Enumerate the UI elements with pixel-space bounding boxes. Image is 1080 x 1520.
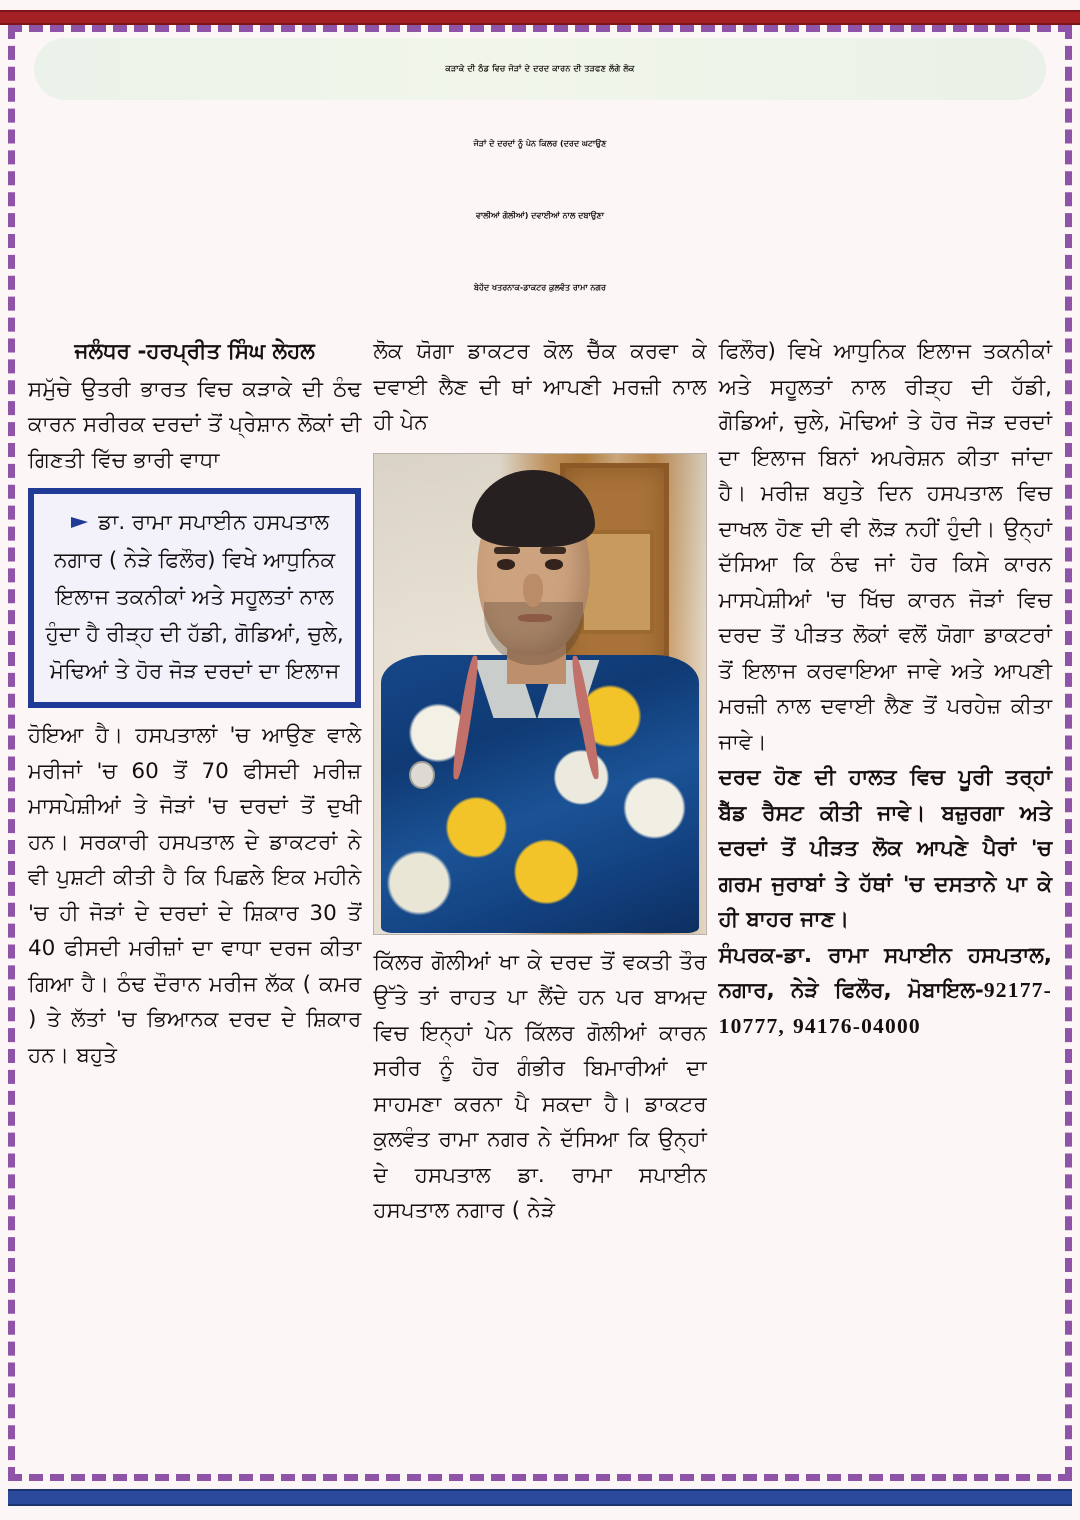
kicker-banner <box>34 38 1046 100</box>
headline-line-3: ਬੇਹੱਦ ਖਤਰਨਾਕ-ਡਾਕਟਰ ਕੁਲਵੰਤ ਰਾਮਾ ਨਗਰ <box>474 283 606 292</box>
mobile-label: ਮੋਬਾਇਲ- <box>908 978 984 1003</box>
bottom-blue-rule <box>8 1489 1072 1506</box>
callout-text-wrap <box>44 504 345 690</box>
col3-paragraph-2-bold: ਦਰਦ ਹੋਣ ਦੀ ਹਾਲਤ ਵਿਚ ਪੂਰੀ ਤਰ੍ਹਾਂ ਬੈੱਡ ਰੈਸਟ ਕੀਤੀ ਜਾਵੇ। ਬਜ਼ੁਰਗਾ ਅਤੇ ਦਰਦਾਂ ਤੋਂ ਪੀੜਤ ਲੋਕ ਆਪਣੇ ਪੈਰਾਂ 'ਚ ਗਰਮ ਜੁਰਾਬਾਂ ਤੇ ਹੱਥਾਂ 'ਚ ਦਸਤਾਨੇ ਪਾ ਕੇ ਹੀ ਬਾਹਰ ਜਾਣ। <box>718 765 1052 932</box>
col3-paragraph-1: ਫਿਲੌਰ) ਵਿਖੇ ਆਧੁਨਿਕ ਇਲਾਜ ਤਕਨੀਕਾਂ ਅਤੇ ਸਹੂਲਤਾਂ ਨਾਲ ਰੀੜ੍ਹ ਦੀ ਹੱਡੀ, ਗੋਡਿਆਂ, ਚੁਲੇ, ਮੋਢਿਆਂ ਤੇ ਹੋਰ ਜੋੜ ਦਰਦਾਂ ਦਾ ਇਲਾਜ ਬਿਨਾਂ ਅਪਰੇਸ਼ਨ ਕੀਤਾ ਜਾਂਦਾ ਹੈ। ਮਰੀਜ਼ ਬਹੁਤੇ ਦਿਨ ਹਸਪਤਾਲ ਵਿਚ ਦਾਖਲ ਹੋਣ ਦੀ ਵੀ ਲੋੜ ਨਹੀਂ ਹੁੰਦੀ। ਉਨ੍ਹਾਂ ਦੱਸਿਆ ਕਿ ਠੰਢ ਜਾਂ ਹੋਰ ਕਿਸੇ ਕਾਰਨ ਮਾਸਪੇਸ਼ੀਆਂ 'ਚ ਖਿੱਚ ਕਾਰਨ ਜੋੜਾਂ ਵਿਚ ਦਰਦ ਤੋਂ ਪੀੜਤ ਲੋਕਾਂ ਵਲੋਂ ਯੋਗਾ ਡਾਕਟਰਾਂ ਤੋਂ ਇਲਾਜ ਕਰਵਾਇਆ ਜਾਵੇ ਅਤੇ ਆਪਣੀ ਮਰਜ਼ੀ ਨਾਲ ਦਵਾਈ ਲੈਣ ਤੋਂ ਪਰਹੇਜ਼ ਕੀਤਾ ਜਾਵੇ। <box>718 339 1052 755</box>
col1-paragraph-1: ਸਮੁੱਚੇ ਉਤਰੀ ਭਾਰਤ ਵਿਚ ਕੜਾਕੇ ਦੀ ਠੰਢ ਕਾਰਨ ਸਰੀਰਕ ਦਰਦਾਂ ਤੋਂ ਪ੍ਰੇਸ਼ਾਨ ਲੋਕਾਂ ਦੀ ਗਿਣਤੀ ਵਿੱਚ ਭਾਰੀ ਵਾਧਾ <box>28 376 362 473</box>
phone-number-1: 92177-10777, <box>718 978 1052 1038</box>
col2-paragraph-1: ਲੋਕ ਯੋਗਾ ਡਾਕਟਰ ਕੋਲ ਚੈੱਕ ਕਰਵਾ ਕੇ ਦਵਾਈ ਲੈਣ ਦੀ ਥਾਂ ਆਪਣੀ ਮਰਜ਼ੀ ਨਾਲ ਹੀ ਪੇਨ <box>373 339 707 435</box>
wooden-door-inset <box>580 530 654 634</box>
eyebrow-right <box>540 547 567 554</box>
kicker-text: ਕੜਾਕੇ ਦੀ ਠੰਡ ਵਿਚ ਜੋੜਾਂ ਦੇ ਦਰਦ ਕਾਰਨ ਦੀ ਤੜਫਣ ਲੱਗੇ ਲੋਕ <box>445 64 635 73</box>
main-headline <box>32 108 1048 324</box>
callout-text: ਡਾ. ਰਾਮਾ ਸਪਾਈਨ ਹਸਪਤਾਲ ਨਗਾਰ ( ਨੇੜੇ ਫਿਲੌਰ) ਵਿਖੇ ਆਧੁਨਿਕ ਇਲਾਜ ਤਕਨੀਕਾਂ ਅਤੇ ਸਹੂਲਤਾਂ ਨਾਲ ਹੁੰਦਾ ਹੈ ਰੀੜ੍ਹ ਦੀ ਹੱਡੀ, ਗੋਡਿਆਂ, ਚੁਲੇ, ਮੋਢਿਆਂ ਤੇ ਹੋਰ ਜੋੜ ਦਰਦਾਂ ਦਾ ਇਲਾਜ <box>45 510 344 684</box>
byline: ਜਲੰਧਰ -ਹਰਪ੍ਰੀਤ ਸਿੰਘ ਲੇਹਲ <box>74 339 315 364</box>
doctor-portrait-photo <box>373 453 706 935</box>
eyebrow-left <box>494 547 521 554</box>
highlight-callout-box <box>28 488 361 708</box>
top-red-rule <box>0 10 1080 25</box>
pointing-hand-icon <box>60 505 90 542</box>
eye-left <box>497 559 515 570</box>
headline-line-1: ਜੋੜਾਂ ਦੇ ਦਰਦਾਂ ਨੂੰ ਪੇਨ ਕਿਲਰ (ਦਰਦ ਘਟਾਉਣ <box>473 139 607 148</box>
col1-paragraph-2: ਹੋਇਆ ਹੈ। ਹਸਪਤਾਲਾਂ 'ਚ ਆਉਣ ਵਾਲੇ ਮਰੀਜਾਂ 'ਚ 60 ਤੋਂ 70 ਫੀਸਦੀ ਮਰੀਜ਼ ਮਾਸਪੇਸ਼ੀਆਂ ਤੇ ਜੋੜਾਂ 'ਚ ਦਰਦਾਂ ਤੋਂ ਦੁਖੀ ਹਨ। ਸਰਕਾਰੀ ਹਸਪਤਾਲ ਦੇ ਡਾਕਟਰਾਂ ਨੇ ਵੀ ਪੁਸ਼ਟੀ ਕੀਤੀ ਹੈ ਕਿ ਪਿਛਲੇ ਇਕ ਮਹੀਨੇ 'ਚ ਹੀ ਜੋੜਾਂ ਦੇ ਦਰਦਾਂ ਦੇ ਸ਼ਿਕਾਰ 30 ਤੋਂ 40 ਫੀਸਦੀ ਮਰੀਜ਼ਾਂ ਦਾ ਵਾਧਾ ਦਰਜ ਕੀਤਾ ਗਿਆ ਹੈ। ਠੰਢ ਦੌਰਾਨ ਮਰੀਜ ਲੱਕ ( ਕਮਰ ) ਤੇ ਲੱਤਾਂ 'ਚ ਭਿਆਨਕ ਦਰਦ ਦੇ ਸ਼ਿਕਾਰ ਹਨ। ਬਹੁਤੇ <box>28 723 362 1068</box>
phone-number-2: 94176-04000 <box>792 1013 921 1038</box>
col2-paragraph-2: ਕਿੱਲਰ ਗੋਲੀਆਂ ਖਾ ਕੇ ਦਰਦ ਤੋਂ ਵਕਤੀ ਤੌਰ ਉੱਤੇ ਤਾਂ ਰਾਹਤ ਪਾ ਲੈਂਦੇ ਹਨ ਪਰ ਬਾਅਦ ਵਿਚ ਇਨ੍ਹਾਂ ਪੇਨ ਕਿੱਲਰ ਗੋਲੀਆਂ ਕਾਰਨ ਸਰੀਰ ਨੂੰ ਹੋਰ ਗੰਭੀਰ ਬਿਮਾਰੀਆਂ ਦਾ ਸਾਹਮਣਾ ਕਰਨਾ ਪੈ ਸਕਦਾ ਹੈ। ਡਾਕਟਰ ਕੁਲਵੰਤ ਰਾਮਾ ਨਗਰ ਨੇ ਦੱਸਿਆ ਕਿ ਉਨ੍ਹਾਂ ਦੇ ਹਸਪਤਾਲ ਡਾ. ਰਾਮਾ ਸਪਾਈਨ ਹਸਪਤਾਲ ਨਗਾਰ ( ਨੇੜੇ <box>373 949 707 1223</box>
column-1 <box>28 334 361 1364</box>
article-body <box>18 34 1062 1472</box>
patterned-shirt <box>381 655 699 933</box>
column-3 <box>719 334 1052 1364</box>
contact-block <box>719 938 1052 1045</box>
stethoscope-bell <box>409 761 435 789</box>
contact-label: ਸੰਪਰਕ-ਡਾ. ਰਾਮਾ ਸਪਾਈਨ ਹਸਪਤਾਲ, ਨਗਾਰ, ਨੇੜੇ ਫਿਲੌਰ, <box>718 942 1052 1003</box>
column-2 <box>373 334 706 1364</box>
headline-line-2: ਵਾਲੀਆਂ ਗੋਲੀਆਂ) ਦਵਾਈਆਂ ਨਾਲ ਦਬਾਉਣਾ <box>475 211 605 220</box>
column-container <box>28 334 1052 1364</box>
mouth <box>518 614 551 622</box>
photo-background <box>374 454 705 934</box>
eye-right <box>545 559 563 570</box>
